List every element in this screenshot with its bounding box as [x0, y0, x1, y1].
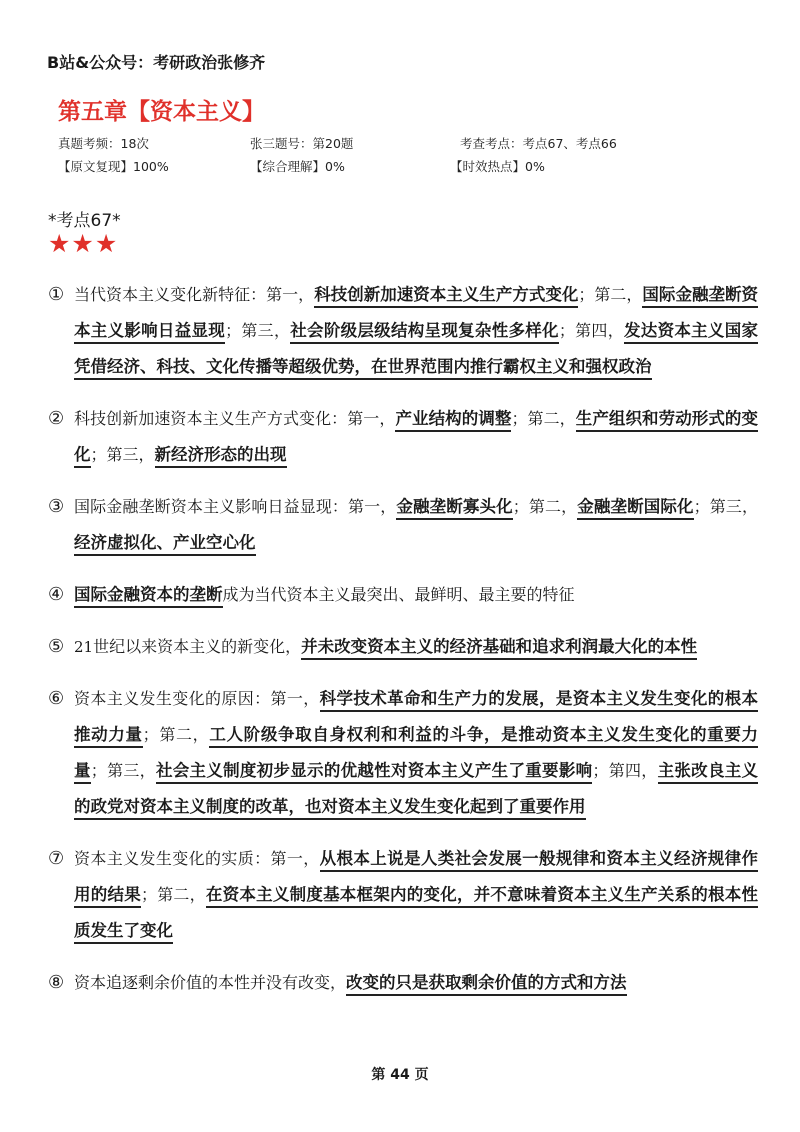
text-segment: ；第二， — [578, 285, 643, 304]
star-rating: ★★★ — [48, 229, 119, 258]
text-segment: ；第二， — [142, 725, 210, 744]
item-text — [74, 841, 758, 949]
meta-row-1 — [58, 134, 758, 152]
text-segment: 国际金融垄断资本主义影响日益显现：第一， — [74, 497, 397, 516]
exam-frequency: 真题考频：18次 — [58, 136, 149, 151]
key-phrase: 生产组织和劳动形式的变化 — [74, 409, 758, 468]
item-text — [74, 577, 758, 613]
text-segment: ；第四， — [558, 321, 624, 340]
text-segment: ；第二， — [511, 409, 576, 428]
page-number: 第 44 页 — [371, 1067, 429, 1083]
text-segment: 当代资本主义变化新特征：第一， — [74, 285, 315, 304]
key-phrase: 国际金融垄断资本主义影响日益显现 — [74, 285, 758, 344]
list-item — [48, 681, 758, 825]
exam-points: 考查考点：考点67、考点66 — [460, 136, 617, 151]
chapter-title: 第五章【资本主义】 — [58, 99, 265, 125]
list-item — [48, 841, 758, 949]
key-phrase: 发达资本主义国家凭借经济、科技、文化传播等超级优势，在世界范围内推行霸权主义和强权政治 — [74, 321, 758, 380]
key-phrase: 国际金融资本的垄断 — [74, 585, 223, 608]
item-text — [74, 681, 758, 825]
kaodian-label: *考点67* — [48, 211, 121, 231]
original-text-rate: 【原文复现】100% — [58, 159, 169, 174]
list-item — [48, 629, 758, 665]
key-phrase: 新经济形态的出现 — [155, 445, 287, 468]
text-segment: ；第三， — [90, 445, 155, 464]
key-phrase: 产业结构的调整 — [395, 409, 511, 432]
list-item — [48, 489, 758, 561]
key-phrase: 并未改变资本主义的经济基础和追求利润最大化的本性 — [301, 637, 697, 660]
text-segment: 21 — [74, 638, 94, 656]
comprehension-rate: 【综合理解】0% — [250, 159, 345, 174]
text-segment: 成为当代资本主义最突出、最鲜明、最主要的特征 — [222, 585, 575, 604]
list-item — [48, 401, 758, 473]
item-number: ⑦ — [48, 848, 65, 869]
text-segment: 世纪以来资本主义的新变化， — [93, 637, 302, 656]
key-phrase: 金融垄断寡头化 — [396, 497, 512, 520]
key-phrase: 社会主义制度初步显示的优越性对资本主义产生了重要影响 — [156, 761, 592, 784]
item-number: ⑥ — [48, 688, 65, 709]
text-segment: 资本追逐剩余价值的本性并没有改变， — [74, 973, 347, 992]
key-phrase: 从根本上说是人类社会发展一般规律和资本主义经济规律作用的结果 — [74, 849, 758, 908]
text-segment: ；第二， — [140, 885, 206, 904]
item-number: ④ — [48, 584, 65, 605]
key-phrase: 科技创新加速资本主义生产方式变化 — [314, 285, 578, 308]
meta-row-2 — [58, 157, 758, 175]
item-text — [74, 489, 758, 561]
item-text — [74, 629, 758, 665]
item-number: ① — [48, 284, 65, 305]
key-phrase: 科学技术革命和生产力的发展，是资本主义发生变化的根本推动力量 — [74, 689, 758, 748]
list-item — [48, 277, 758, 385]
item-text — [74, 401, 758, 473]
key-phrase: 社会阶级层级结构呈现复杂性多样化 — [290, 321, 559, 344]
item-number: ② — [48, 408, 65, 429]
key-phrase: 改变的只是获取剩余价值的方式和方法 — [346, 973, 627, 996]
source-label: B站&公众号：考研政治张修齐 — [47, 53, 266, 72]
item-text — [74, 277, 758, 385]
item-number: ③ — [48, 496, 65, 517]
text-segment: 资本主义发生变化的原因：第一， — [74, 689, 320, 708]
text-segment: ；第三， — [693, 497, 758, 516]
item-text — [74, 965, 758, 1001]
key-phrase: 经济虚拟化、产业空心化 — [74, 533, 256, 556]
text-segment: ；第三， — [225, 321, 291, 340]
item-number: ⑤ — [48, 636, 65, 657]
key-phrase: 金融垄断国际化 — [577, 497, 693, 520]
text-segment: 科技创新加速资本主义生产方式变化：第一， — [74, 409, 396, 428]
list-item — [48, 577, 758, 613]
zhangsan-question-number: 张三题号：第20题 — [250, 136, 354, 151]
text-segment: ；第三， — [90, 761, 156, 780]
key-phrase: 主张改良主义的政党对资本主义制度的改革，也对资本主义发生变化起到了重要作用 — [74, 761, 758, 820]
text-segment: 资本主义发生变化的实质：第一， — [74, 849, 320, 868]
key-phrase: 工人阶级争取自身权利和利益的斗争，是推动资本主义发生变化的重要力量 — [74, 725, 758, 784]
point-list — [48, 277, 758, 1017]
text-segment: ；第四， — [592, 761, 658, 780]
list-item — [48, 965, 758, 1001]
key-phrase: 在资本主义制度基本框架内的变化，并不意味着资本主义生产关系的根本性质发生了变化 — [74, 885, 758, 944]
text-segment: ；第二， — [512, 497, 578, 516]
item-number: ⑧ — [48, 972, 65, 993]
hot-topic-rate: 【时效热点】0% — [450, 159, 545, 174]
